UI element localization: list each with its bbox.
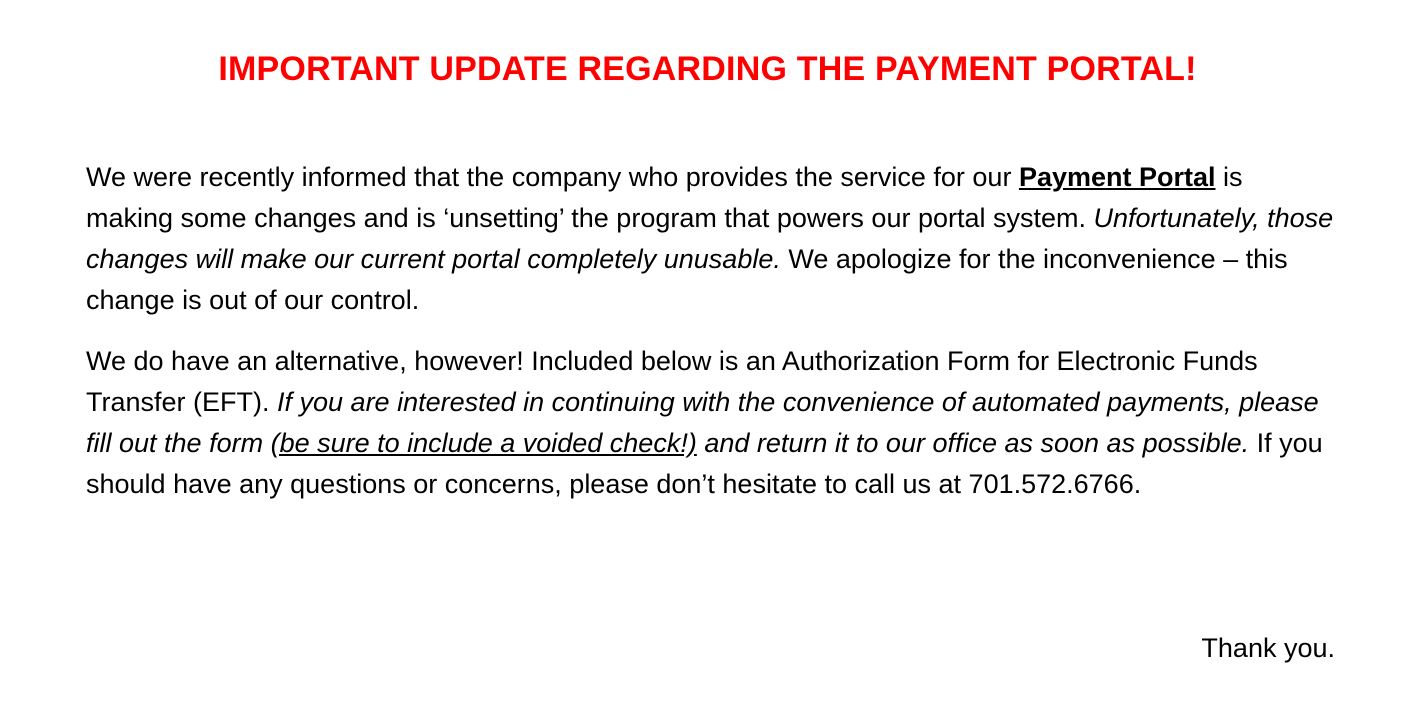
- paragraph2-italic-2: and return it to our office as soon as possible.: [696, 428, 1250, 458]
- paragraph-eft-alternative: [86, 341, 1336, 505]
- closing-thank-you: Thank you.: [1201, 633, 1335, 663]
- paragraph1-text-3: We apologize for the inconvenience – this change is out of our control.: [86, 244, 1288, 315]
- paragraph2-text-2: If you should have any questions or concerns, please don’t hesitate to call us at 701.572.6766.: [86, 428, 1323, 499]
- paragraph1-text-1: We were recently informed that the company who provides the service for our: [86, 162, 1019, 192]
- paragraph-portal-change: [86, 157, 1336, 321]
- voided-check-reminder: (be sure to include a voided check!): [270, 428, 697, 458]
- paragraph1-italic: Unfortunately, those changes will make our current portal completely unusable.: [86, 203, 1334, 274]
- notice-title: IMPORTANT UPDATE REGARDING THE PAYMENT PORTAL!: [218, 50, 1197, 88]
- paragraph2-italic-1: If you are interested in continuing with the convenience of automated payments, please fill out the form: [86, 387, 1319, 458]
- payment-portal-emphasis: Payment Portal: [1018, 162, 1216, 192]
- paragraph1-text-2: is making some changes and is ‘unsetting’ the program that powers our portal system.: [86, 162, 1243, 233]
- paragraph2-text-1: We do have an alternative, however! Included below is an Authorization Form for Electronic Funds Transfer (EFT).: [86, 346, 1258, 417]
